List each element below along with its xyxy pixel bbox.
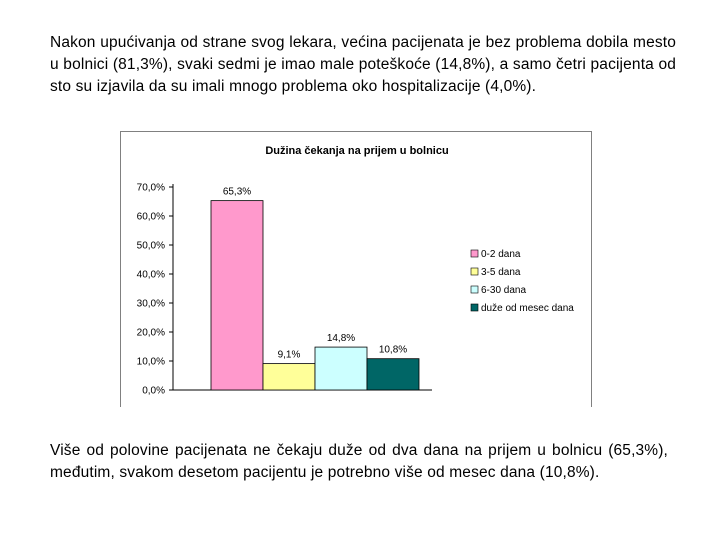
- chart-legend: [471, 249, 574, 314]
- bar: [367, 359, 419, 390]
- legend-swatch: [471, 286, 478, 293]
- y-tick-label: 70,0%: [136, 182, 165, 194]
- bar: [263, 364, 315, 390]
- chart: [120, 131, 592, 407]
- chart-title: Dužina čekanja na prijem u bolnicu: [265, 145, 449, 157]
- y-tick-label: 60,0%: [136, 211, 165, 223]
- legend-swatch: [471, 268, 478, 275]
- y-tick-label: 0,0%: [142, 385, 165, 397]
- data-label: 9,1%: [277, 349, 301, 361]
- y-tick-label: 10,0%: [136, 356, 165, 368]
- bar-series: [211, 201, 419, 390]
- y-axis-ticks: [137, 183, 173, 397]
- data-label: 65,3%: [222, 186, 252, 198]
- legend-label: 3-5 dana: [481, 267, 521, 278]
- data-label: 10,8%: [378, 344, 408, 356]
- legend-label: 0-2 dana: [481, 249, 521, 260]
- legend-swatch: [471, 304, 478, 311]
- bar: [211, 201, 263, 390]
- bar-chart-svg: [121, 132, 593, 408]
- intro-paragraph: Nakon upućivanja od strane svog lekara, većina pacijenata je bez problema dobila mesto u bolnici (81,3%), svaki sedmi je imao male poteškoće (14,8%), a samo četri pacijenta od sto su izjavila da su imali mnogo problema oko hospitalizacije (4,0%).: [50, 34, 676, 95]
- bar: [315, 347, 367, 390]
- conclusion-paragraph: Više od polovine pacijenata ne čekaju duže od dva dana na prijem u bolnicu (65,3%), međutim, svakom desetom pacijentu je potrebno više od mesec dana (10,8%).: [50, 442, 668, 481]
- legend-swatch: [471, 250, 478, 257]
- y-tick-label: 20,0%: [136, 327, 165, 339]
- legend-label: duže od mesec dana: [481, 303, 574, 314]
- y-tick-label: 30,0%: [136, 298, 165, 310]
- data-label: 14,8%: [326, 333, 356, 345]
- y-tick-label: 50,0%: [136, 240, 165, 252]
- legend-label: 6-30 dana: [481, 285, 527, 296]
- y-tick-label: 40,0%: [136, 269, 165, 281]
